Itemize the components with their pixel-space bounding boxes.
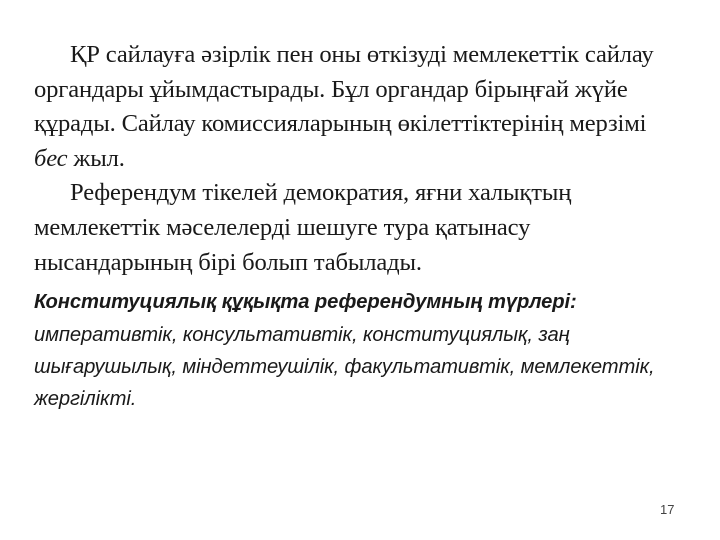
page-number: 17 [660,502,675,517]
paragraph-referendum: Референдум тікелей демократия, яғни халықтың мемлекеттік мәселелерді шешуге тура қатынасу нысандарының бірі болып табылады. [34,179,572,276]
paragraph-elections-end: жыл. [67,144,125,172]
referendum-types-list: императивтік, консультативтік, конституциялық, заң шығарушылық, міндеттеушілік, факультативтік, мемлекеттік, жергілікті. [34,323,655,411]
slide-body [34,38,684,416]
referendum-types [34,286,684,416]
paragraph-elections-text: ҚР сайлауға әзірлік пен оны өткізуді мемлекеттік сайлау органдары ұйымдастырады. Бұл органдар бірыңғай жүйе құрады. Сайлау комиссияларының өкілеттіктерінің мерзімі [34,41,654,138]
referendum-types-heading: Конституциялық құқықта референдумның түрлері: [34,291,577,314]
term-value-italic: бес [34,144,68,172]
paragraph-elections [34,38,684,176]
